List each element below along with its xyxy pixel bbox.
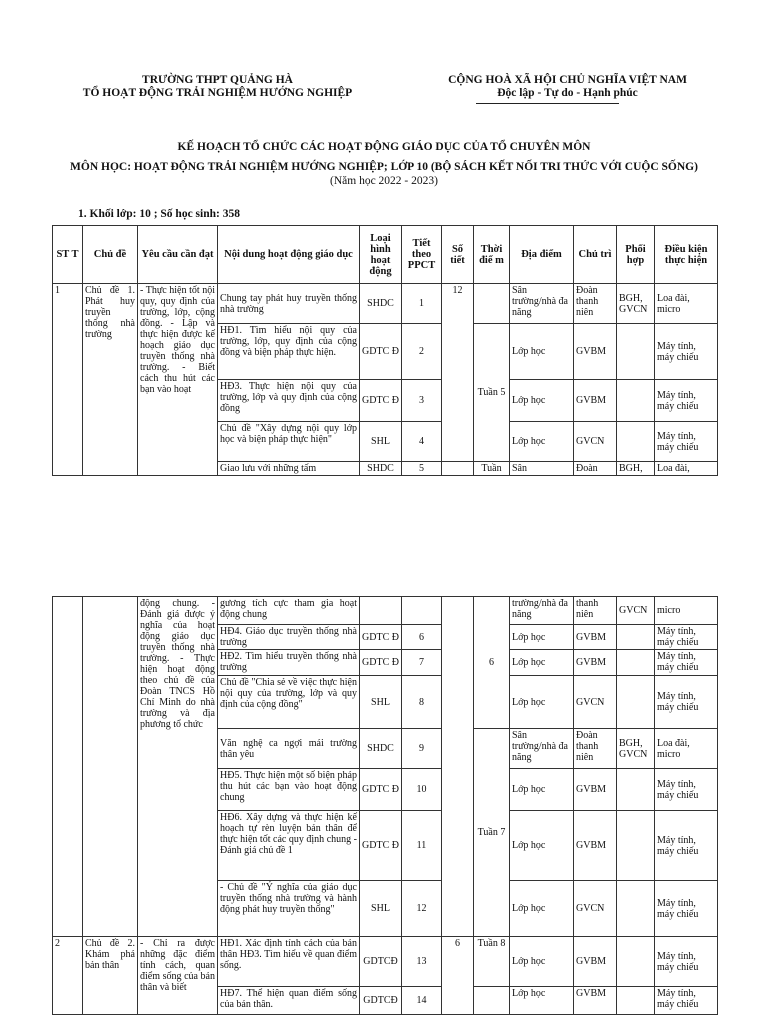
stt-cell (53, 597, 83, 937)
location-cell: Lớp học (510, 769, 574, 811)
conditions-cell: micro (655, 597, 718, 625)
conditions-cell: Máy tính, máy chiếu (655, 937, 718, 987)
location-cell: Lớp học (510, 937, 574, 987)
total-periods-cell: 12 (442, 284, 474, 462)
content-cell: HĐ1. Tìm hiểu nội quy của trường, lớp, quy định của cộng đồng và biện pháp thực hiện. (218, 324, 360, 380)
host-cell: GVBM (574, 769, 617, 811)
content-cell: HĐ4. Giáo dục truyền thống nhà trường (218, 625, 360, 650)
host-cell: GVCN (574, 676, 617, 729)
week-cell: Tuần (474, 462, 510, 476)
school-header (40, 74, 395, 100)
partner-cell (617, 881, 655, 937)
motto-underline (476, 103, 619, 104)
table-row (53, 597, 718, 625)
host-cell: Đoàn thanh niên (574, 729, 617, 769)
partner-cell: BGH, (617, 462, 655, 476)
requirements-cell: động chung. - Đánh giá được ý nghĩa của hoạt động giáo dục truyền thống nhà trường. - Thực hiện hoạt động theo chủ đề của Đoàn TNCS Hồ Chí Minh do nhà trường và địa phương tổ chức (138, 597, 218, 937)
col-tiet-theo: Tiết theo PPCT (402, 226, 442, 284)
host-cell: GVBM (574, 324, 617, 380)
table-header-row (53, 226, 718, 284)
table-row (53, 937, 718, 987)
stt-cell: 2 (53, 937, 83, 1015)
type-cell: GDTC Đ (360, 625, 402, 650)
content-cell: - Chủ đề "Ý nghĩa của giáo dục truyền thống nhà trường và hành động phát huy truyền thống" (218, 881, 360, 937)
host-cell: GVBM (574, 937, 617, 987)
col-loai-hinh: Loại hình hoạt động (360, 226, 402, 284)
content-cell: HĐ5. Thực hiện một số biện pháp thu hút các bạn vào hoạt động chung (218, 769, 360, 811)
topic-cell: Chủ đề 1. Phát huy truyền thống nhà trường (83, 284, 138, 476)
col-thoi-diem: Thời điể m (474, 226, 510, 284)
host-cell: GVBM (574, 650, 617, 676)
host-cell: GVBM (574, 380, 617, 422)
content-cell: Chủ đề "Chia sẻ về việc thực hiện nội quy của trường, lớp và quy định của cộng đồng" (218, 676, 360, 729)
location-cell: Sân trường/nhà đa năng (510, 284, 574, 324)
partner-cell (617, 625, 655, 650)
col-stt: ST T (53, 226, 83, 284)
host-cell: GVBM (574, 625, 617, 650)
content-cell: HĐ7. Thể hiện quan điểm sống của bản thân. (218, 987, 360, 1015)
type-cell: GDTCĐ (360, 987, 402, 1015)
content-cell: Chủ đề "Xây dựng nội quy lớp học và biện pháp thực hiện" (218, 422, 360, 462)
period-cell: 9 (402, 729, 442, 769)
col-dieu-kien: Điều kiện thực hiện (655, 226, 718, 284)
partner-cell (617, 324, 655, 380)
total-periods-cell: 6 (442, 937, 474, 1015)
type-cell: SHL (360, 881, 402, 937)
conditions-cell: Máy tính, máy chiếu (655, 769, 718, 811)
conditions-cell: Máy tính, máy chiếu (655, 987, 718, 1015)
partner-cell (617, 422, 655, 462)
partner-cell (617, 987, 655, 1015)
location-cell: Lớp học (510, 811, 574, 881)
motto: Độc lập - Tự do - Hạnh phúc (497, 87, 638, 99)
week-cell: Tuần 8 (474, 937, 510, 987)
conditions-cell: Máy tính, máy chiếu (655, 625, 718, 650)
type-cell: GDTCĐ (360, 937, 402, 987)
content-cell: Văn nghệ ca ngợi mái trường thân yêu (218, 729, 360, 769)
location-cell: Lớp học (510, 380, 574, 422)
conditions-cell: Loa đài, (655, 462, 718, 476)
total-periods-cell (442, 597, 474, 937)
host-cell: Đoàn (574, 462, 617, 476)
doc-subtitle: MÔN HỌC: HOẠT ĐỘNG TRẢI NGHIỆM HƯỚNG NGHIỆP; LỚP 10 (BỘ SÁCH KẾT NỐI TRI THỨC VỚI CUỘC SỐNG) (70, 161, 698, 173)
location-cell: Lớp học (510, 625, 574, 650)
host-cell: thanh niên (574, 597, 617, 625)
partner-cell: BGH, GVCN (617, 729, 655, 769)
col-phoi-hop: Phối hợp (617, 226, 655, 284)
requirements-cell: - Chỉ ra được những đặc điểm tính cách, quan điểm sống của bản thân và biết (138, 937, 218, 1015)
school-year: (Năm học 2022 - 2023) (330, 175, 438, 187)
content-cell: HĐ2. Tìm hiểu truyền thống nhà trường (218, 650, 360, 676)
location-cell: Sân trường/nhà đa năng (510, 729, 574, 769)
type-cell: GDTC Đ (360, 380, 402, 422)
location-cell: Lớp học (510, 987, 574, 1015)
period-cell: 14 (402, 987, 442, 1015)
period-cell: 4 (402, 422, 442, 462)
period-cell: 6 (402, 625, 442, 650)
total-periods-cell (442, 462, 474, 476)
type-cell: GDTC Đ (360, 324, 402, 380)
table-row (53, 284, 718, 324)
section-heading: 1. Khối lớp: 10 ; Số học sinh: 358 (78, 208, 240, 220)
week-cell: 6 (474, 597, 510, 729)
type-cell: GDTC Đ (360, 811, 402, 881)
partner-cell (617, 650, 655, 676)
type-cell: GDTC Đ (360, 769, 402, 811)
location-cell: Lớp học (510, 422, 574, 462)
type-cell (360, 597, 402, 625)
period-cell: 7 (402, 650, 442, 676)
period-cell: 1 (402, 284, 442, 324)
location-cell: trường/nhà đa năng (510, 597, 574, 625)
col-chu-tri: Chủ trì (574, 226, 617, 284)
type-cell: GDTC Đ (360, 650, 402, 676)
type-cell: SHL (360, 422, 402, 462)
group-name: TỔ HOẠT ĐỘNG TRẢI NGHIỆM HƯỚNG NGHIỆP (82, 87, 353, 99)
period-cell: 2 (402, 324, 442, 380)
type-cell: SHDC (360, 462, 402, 476)
content-cell: HĐ6. Xây dựng và thực hiện kế hoạch tự rèn luyện bản thân để thực hiện tốt các quy định chung - Đánh giá chủ đề 1 (218, 811, 360, 881)
type-cell: SHDC (360, 284, 402, 324)
content-cell: gương tích cực tham gia hoạt động chung (218, 597, 360, 625)
stt-cell: 1 (53, 284, 83, 476)
period-cell: 5 (402, 462, 442, 476)
time-cell (474, 284, 510, 324)
host-cell: GVCN (574, 422, 617, 462)
col-chu-de: Chủ đề (83, 226, 138, 284)
location-cell: Lớp học (510, 324, 574, 380)
col-so-tiet: Số tiết (442, 226, 474, 284)
period-cell: 12 (402, 881, 442, 937)
requirements-cell: - Thực hiện tốt nội quy, quy định của trường, lớp, cộng đồng. - Lập và thực hiện được kế hoạch giáo dục truyền thống nhà trường. - Biết cách thu hút các bạn vào hoạt (138, 284, 218, 476)
type-cell: SHL (360, 676, 402, 729)
location-cell: Lớp học (510, 650, 574, 676)
partner-cell (617, 769, 655, 811)
host-cell: GVCN (574, 881, 617, 937)
content-cell: HĐ1. Xác định tính cách của bản thân HĐ3. Tìm hiểu về quan điểm sống. (218, 937, 360, 987)
conditions-cell: Máy tính, máy chiếu (655, 811, 718, 881)
week-cell (474, 987, 510, 1015)
col-dia-diem: Địa điểm (510, 226, 574, 284)
conditions-cell: Máy tính, máy chiếu (655, 676, 718, 729)
content-cell: HĐ3. Thực hiện nội quy của trường, lớp và quy định của cộng đồng (218, 380, 360, 422)
doc-title: KẾ HOẠCH TỔ CHỨC CÁC HOẠT ĐỘNG GIÁO DỤC CỦA TỔ CHUYÊN MÔN (177, 141, 591, 153)
period-cell: 8 (402, 676, 442, 729)
conditions-cell: Loa đài, micro (655, 729, 718, 769)
partner-cell (617, 380, 655, 422)
content-cell: Giao lưu với những tấm (218, 462, 360, 476)
location-cell: Lớp học (510, 881, 574, 937)
period-cell: 11 (402, 811, 442, 881)
country-name: CỘNG HOÀ XÃ HỘI CHỦ NGHĨA VIỆT NAM (448, 74, 687, 86)
partner-cell: GVCN (617, 597, 655, 625)
week-cell: Tuần 5 (474, 324, 510, 462)
type-cell: SHDC (360, 729, 402, 769)
conditions-cell: Máy tính, máy chiếu (655, 380, 718, 422)
topic-cell (83, 597, 138, 937)
conditions-cell: Máy tính, máy chiếu (655, 324, 718, 380)
content-cell: Chung tay phát huy truyền thống nhà trường (218, 284, 360, 324)
national-header (405, 74, 730, 100)
topic-cell: Chủ đề 2. Khám phá bản thân (83, 937, 138, 1015)
partner-cell (617, 811, 655, 881)
conditions-cell: Loa đài, micro (655, 284, 718, 324)
period-cell: 3 (402, 380, 442, 422)
partner-cell: BGH, GVCN (617, 284, 655, 324)
location-cell: Lớp học (510, 676, 574, 729)
host-cell: GVBM (574, 811, 617, 881)
partner-cell (617, 676, 655, 729)
partner-cell (617, 937, 655, 987)
plan-table-part1 (52, 225, 718, 476)
host-cell: Đoàn thanh niên (574, 284, 617, 324)
week-cell: Tuần 7 (474, 729, 510, 937)
col-noi-dung: Nội dung hoạt động giáo dục (218, 226, 360, 284)
conditions-cell: Máy tính, máy chiếu (655, 881, 718, 937)
period-cell: 13 (402, 937, 442, 987)
plan-table-part2 (52, 596, 718, 1015)
col-yeu-cau: Yêu cầu cần đạt (138, 226, 218, 284)
period-cell (402, 597, 442, 625)
host-cell: GVBM (574, 987, 617, 1015)
conditions-cell: Máy tính, máy chiếu (655, 422, 718, 462)
period-cell: 10 (402, 769, 442, 811)
conditions-cell: Máy tính, máy chiếu (655, 650, 718, 676)
school-name: TRƯỜNG THPT QUẢNG HÀ (142, 74, 293, 86)
location-cell: Sân (510, 462, 574, 476)
